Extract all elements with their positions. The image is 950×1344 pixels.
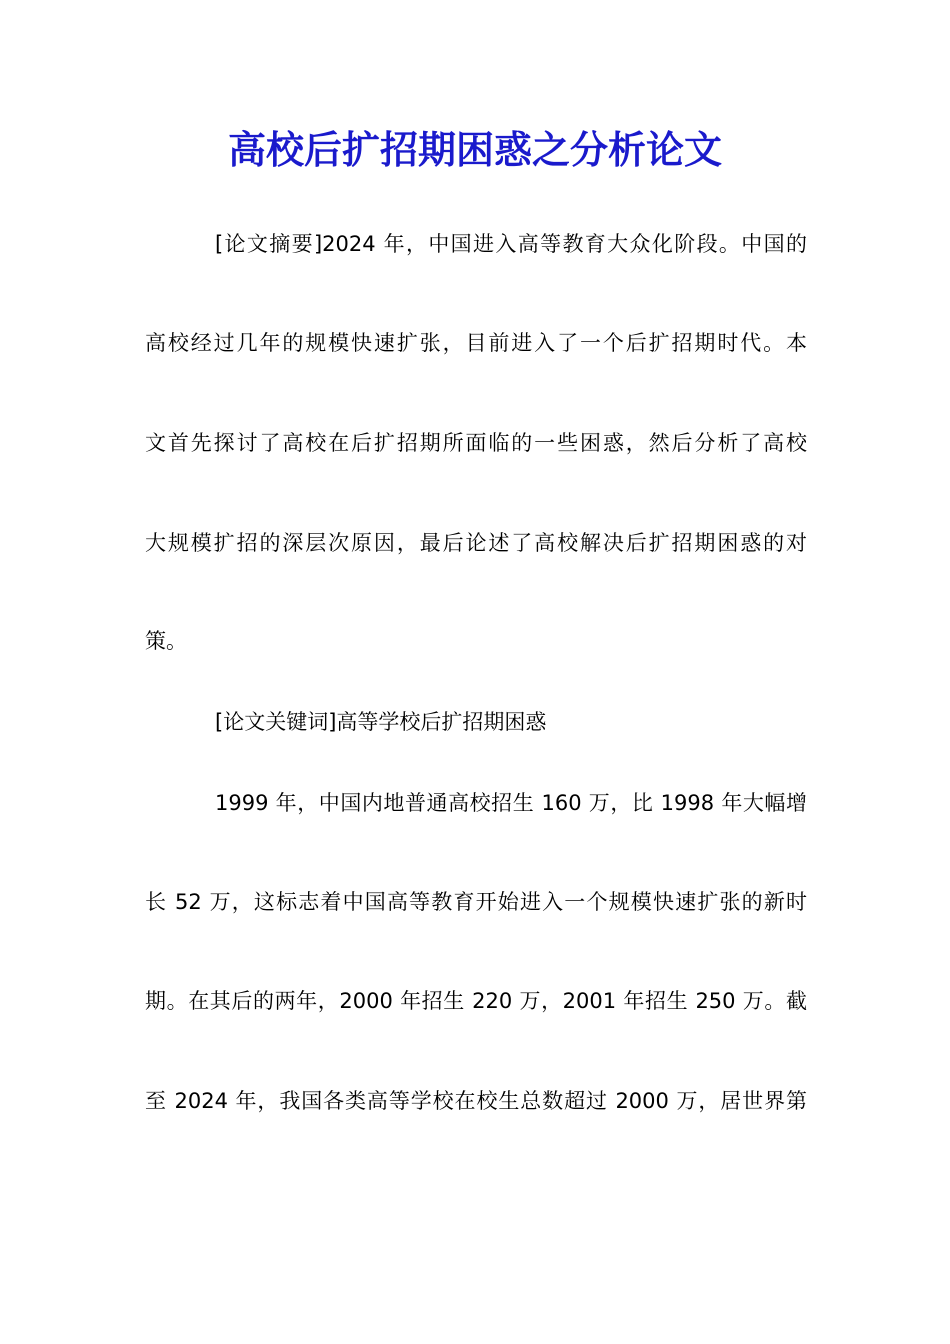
body-line-4: 至 2024 年，我国各类高等学校在校生总数超过 2000 万，居世界第 [145,1089,807,1113]
abstract-line-5: 策。 [145,629,187,653]
body-line-3: 期。在其后的两年，2000 年招生 220 万，2001 年招生 250 万。截 [145,989,807,1013]
abstract-line-2: 高校经过几年的规模快速扩张，目前进入了一个后扩招期时代。本 [145,331,807,355]
abstract-line-3: 文首先探讨了高校在后扩招期所面临的一些困惑，然后分析了高校 [145,431,807,455]
body-line-1: 1999 年，中国内地普通高校招生 160 万，比 1998 年大幅增 [215,791,807,815]
document-title: 高校后扩招期困惑之分析论文 [227,127,722,172]
keywords-line: [论文关键词]高等学校后扩招期困惑 [215,710,547,734]
body-line-2: 长 52 万，这标志着中国高等教育开始进入一个规模快速扩张的新时 [145,890,807,914]
abstract-line-4: 大规模扩招的深层次原因，最后论述了高校解决后扩招期困惑的对 [145,531,807,555]
abstract-line-1: [论文摘要]2024 年，中国进入高等教育大众化阶段。中国的 [215,232,807,256]
